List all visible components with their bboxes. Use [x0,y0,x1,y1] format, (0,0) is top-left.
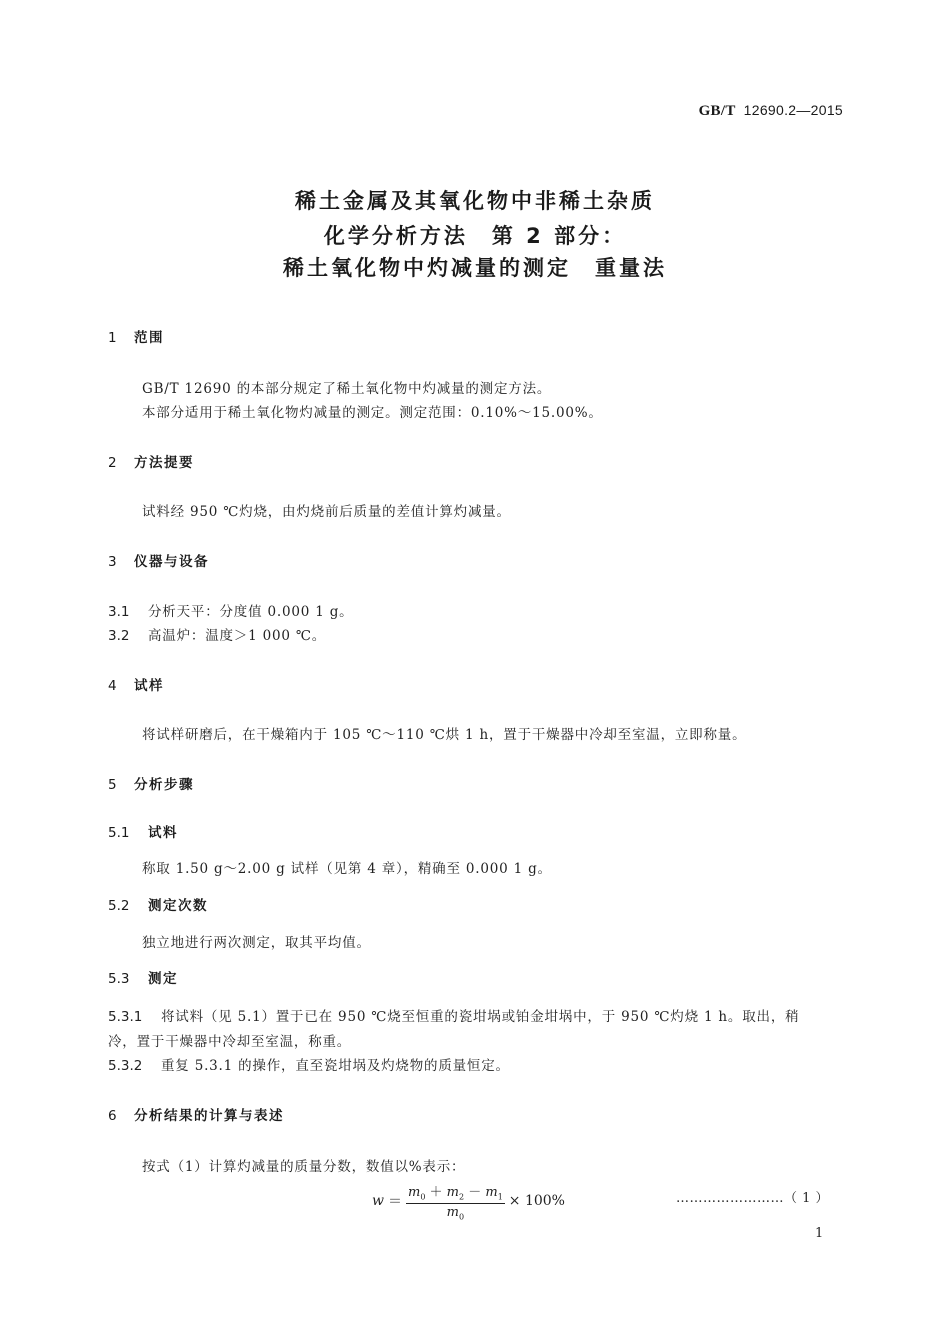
section-number: 2 [108,455,119,471]
formula-lhs: w [372,1193,384,1210]
section-3-heading [108,550,209,570]
item-number: 3.1 [108,604,130,620]
step-5-3-1-continuation: 冷，置于干燥器中冷却至室温，称重。 [108,1034,352,1050]
page-number: 1 [815,1226,824,1241]
subscript: 1 [497,1192,503,1202]
subsection-number: 5.3 [108,971,130,987]
step-5-3-2 [108,1054,510,1074]
subsection-5-2-text: 独立地进行两次测定，取其平均值。 [142,935,371,951]
section-2-heading [108,451,194,471]
section-number: 5 [108,777,119,793]
var-m: m [446,1204,459,1220]
subsection-title: 测定次数 [148,898,208,914]
subsection-title: 测定 [148,971,178,987]
formula-numerator [406,1181,505,1204]
subsection-title: 试料 [148,825,178,841]
section-number: 1 [108,330,119,346]
section-number: 6 [108,1108,119,1124]
section-title: 范围 [134,330,164,346]
item-3-1 [108,600,353,620]
standard-prefix: GB/T [698,103,736,119]
step-number: 5.3.2 [108,1058,143,1074]
step-text: 重复 5.3.1 的操作，直至瓷坩埚及灼烧物的质量恒定。 [161,1058,510,1074]
subsection-5-1-text: 称取 1.50 g～2.00 g 试样（见第 4 章），精确至 0.000 1 g。 [142,861,552,877]
subsection-number: 5.1 [108,825,130,841]
section-title: 仪器与设备 [134,554,209,570]
formula-fraction [406,1181,505,1221]
section-2-paragraph-1: 试料经 950 ℃灼烧，由灼烧前后质量的差值计算灼减量。 [142,504,511,520]
var-m: m [407,1185,421,1200]
plus-sign: ＋ [425,1185,447,1200]
document-title-line-3: 稀土氧化物中灼减量的测定 重量法 [283,256,667,280]
section-4-heading [108,674,164,694]
formula-times-100-percent: × 100% [508,1193,565,1210]
section-title: 分析步骤 [134,777,194,793]
subsection-number: 5.2 [108,898,130,914]
step-text: 将试料（见 5.1）置于已在 950 ℃烧至恒重的瓷坩埚或铂金坩埚中，于 950 ℃灼烧 1 h。取出，稍 [161,1009,800,1025]
document-title-line-1: 稀土金属及其氧化物中非稀土杂质 [295,189,655,213]
standard-code [699,102,843,120]
formula-equals: ＝ [387,1194,402,1211]
section-number: 4 [108,678,119,694]
section-5-heading [108,773,194,793]
minus-sign: － [464,1185,486,1200]
document-title-line-2: 化学分析方法 第 2 部分： [323,224,627,248]
step-number: 5.3.1 [108,1009,143,1025]
dot-leader: …………………… [676,1191,784,1206]
section-title: 试样 [134,678,164,694]
subscript: 2 [459,1192,465,1202]
section-4-paragraph-1: 将试样研磨后，在干燥箱内于 105 ℃～110 ℃烘 1 h，置于干燥器中冷却至室温，立即称量。 [142,727,747,743]
standard-number: 12690.2—2015 [743,102,843,118]
section-title: 方法提要 [134,455,194,471]
subsection-5-3-heading [108,967,178,987]
subscript: 0 [459,1212,465,1222]
section-6-heading [108,1104,284,1124]
subscript: 0 [420,1192,426,1202]
item-text: 高温炉：温度＞1 000 ℃。 [148,628,327,644]
section-6-paragraph-1: 按式（1）计算灼减量的质量分数，数值以%表示： [142,1159,466,1175]
item-number: 3.2 [108,628,130,644]
subsection-5-1-heading [108,821,178,841]
section-1-heading [108,326,164,346]
formula-1 [372,1181,565,1221]
subsection-5-2-heading [108,894,208,914]
equation-label: （ 1 ） [784,1191,830,1206]
item-text: 分析天平：分度值 0.000 1 g。 [148,604,354,620]
section-number: 3 [108,554,119,570]
item-3-2 [108,624,326,644]
formula-denominator [447,1204,464,1222]
equation-number [676,1187,829,1206]
step-5-3-1 [108,1005,799,1025]
var-m: m [485,1185,498,1200]
section-1-paragraph-1: GB/T 12690 的本部分规定了稀土氧化物中灼减量的测定方法。 [142,381,552,397]
section-1-paragraph-2: 本部分适用于稀土氧化物灼减量的测定。测定范围：0.10%～15.00%。 [142,405,603,421]
var-m: m [446,1185,459,1200]
section-title: 分析结果的计算与表述 [134,1108,284,1124]
